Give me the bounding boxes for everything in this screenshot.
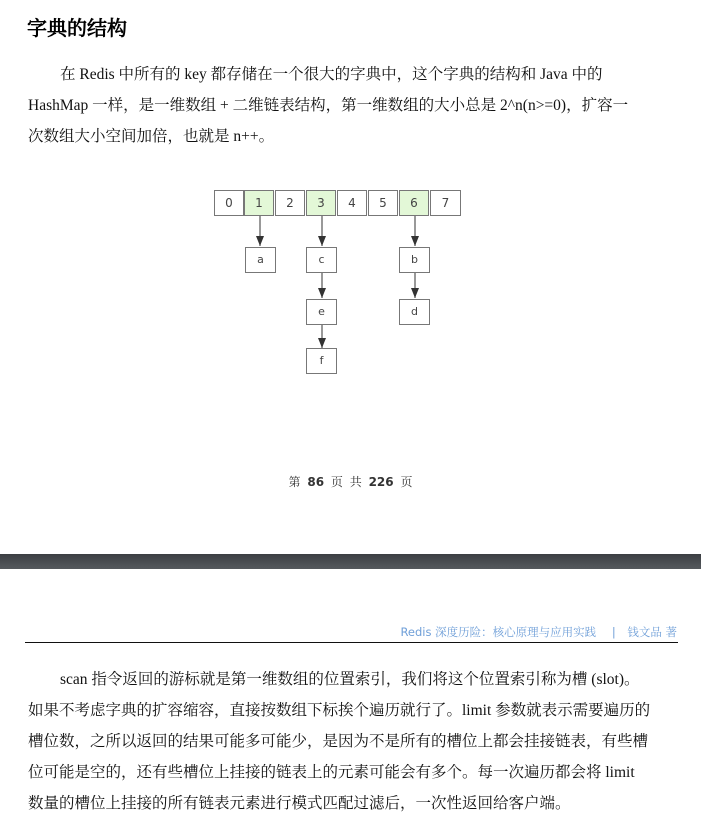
array-slot-0: 0 <box>214 190 244 216</box>
array-slot-5: 5 <box>368 190 398 216</box>
array-slot-3: 3 <box>306 190 336 216</box>
footer-middle: 页 共 <box>330 475 362 489</box>
array-slot-6: 6 <box>399 190 429 216</box>
body-paragraph <box>28 664 668 819</box>
paragraph-line: 次数组大小空间加倍，也就是 n++。 <box>28 128 275 145</box>
running-header <box>400 624 677 640</box>
paragraph-line: 在 Redis 中所有的 key 都存储在一个很大的字典中，这个字典的结构和 Java 中的 <box>60 66 603 83</box>
chain-node-d: d <box>399 299 430 325</box>
footer-suffix: 页 <box>400 475 413 489</box>
header-separator: | <box>611 625 616 639</box>
book-author: 钱文品 著 <box>627 625 677 639</box>
paragraph-line: 数量的槽位上挂接的所有链表元素进行模式匹配过滤后，一次性返回给客户端。 <box>28 795 571 812</box>
paragraph-line: 位可能是空的，还有些槽位上挂接的链表上的元素可能会有多个。每一次遍历都会将 limit <box>28 764 635 781</box>
chain-node-e: e <box>306 299 337 325</box>
chain-node-b: b <box>399 247 430 273</box>
footer-prefix: 第 <box>288 475 301 489</box>
paragraph-line: 如果不考虑字典的扩容缩容，直接按数组下标挨个遍历就行了。limit 参数就表示需要遍历的 <box>28 702 651 719</box>
page-separator <box>0 554 701 569</box>
arrow-head-icon <box>256 236 264 246</box>
page-number-footer <box>0 473 701 490</box>
paragraph-line: HashMap 一样，是一维数组 + 二维链表结构，第一维数组的大小总是 2^n(n>=0)，扩容一 <box>28 97 629 114</box>
book-title: Redis 深度历险：核心原理与应用实践 <box>400 625 597 639</box>
chain-node-a: a <box>245 247 276 273</box>
total-page-count: 226 <box>368 475 394 489</box>
paragraph-line: scan 指令返回的游标就是第一维数组的位置索引，我们将这个位置索引称为槽 (slot)。 <box>60 671 640 688</box>
array-slot-2: 2 <box>275 190 305 216</box>
paragraph-line: 槽位数，之所以返回的结果可能多可能少，是因为不是所有的槽位上都会挂接链表，有些槽 <box>28 733 649 750</box>
chain-node-c: c <box>306 247 337 273</box>
header-rule <box>25 642 678 643</box>
array-slot-1: 1 <box>244 190 274 216</box>
array-slot-4: 4 <box>337 190 367 216</box>
current-page-number: 86 <box>307 475 325 489</box>
section-title: 字典的结构 <box>27 16 127 40</box>
array-slot-7: 7 <box>430 190 461 216</box>
hash-dictionary-diagram <box>0 0 701 400</box>
chain-node-f: f <box>306 348 337 374</box>
